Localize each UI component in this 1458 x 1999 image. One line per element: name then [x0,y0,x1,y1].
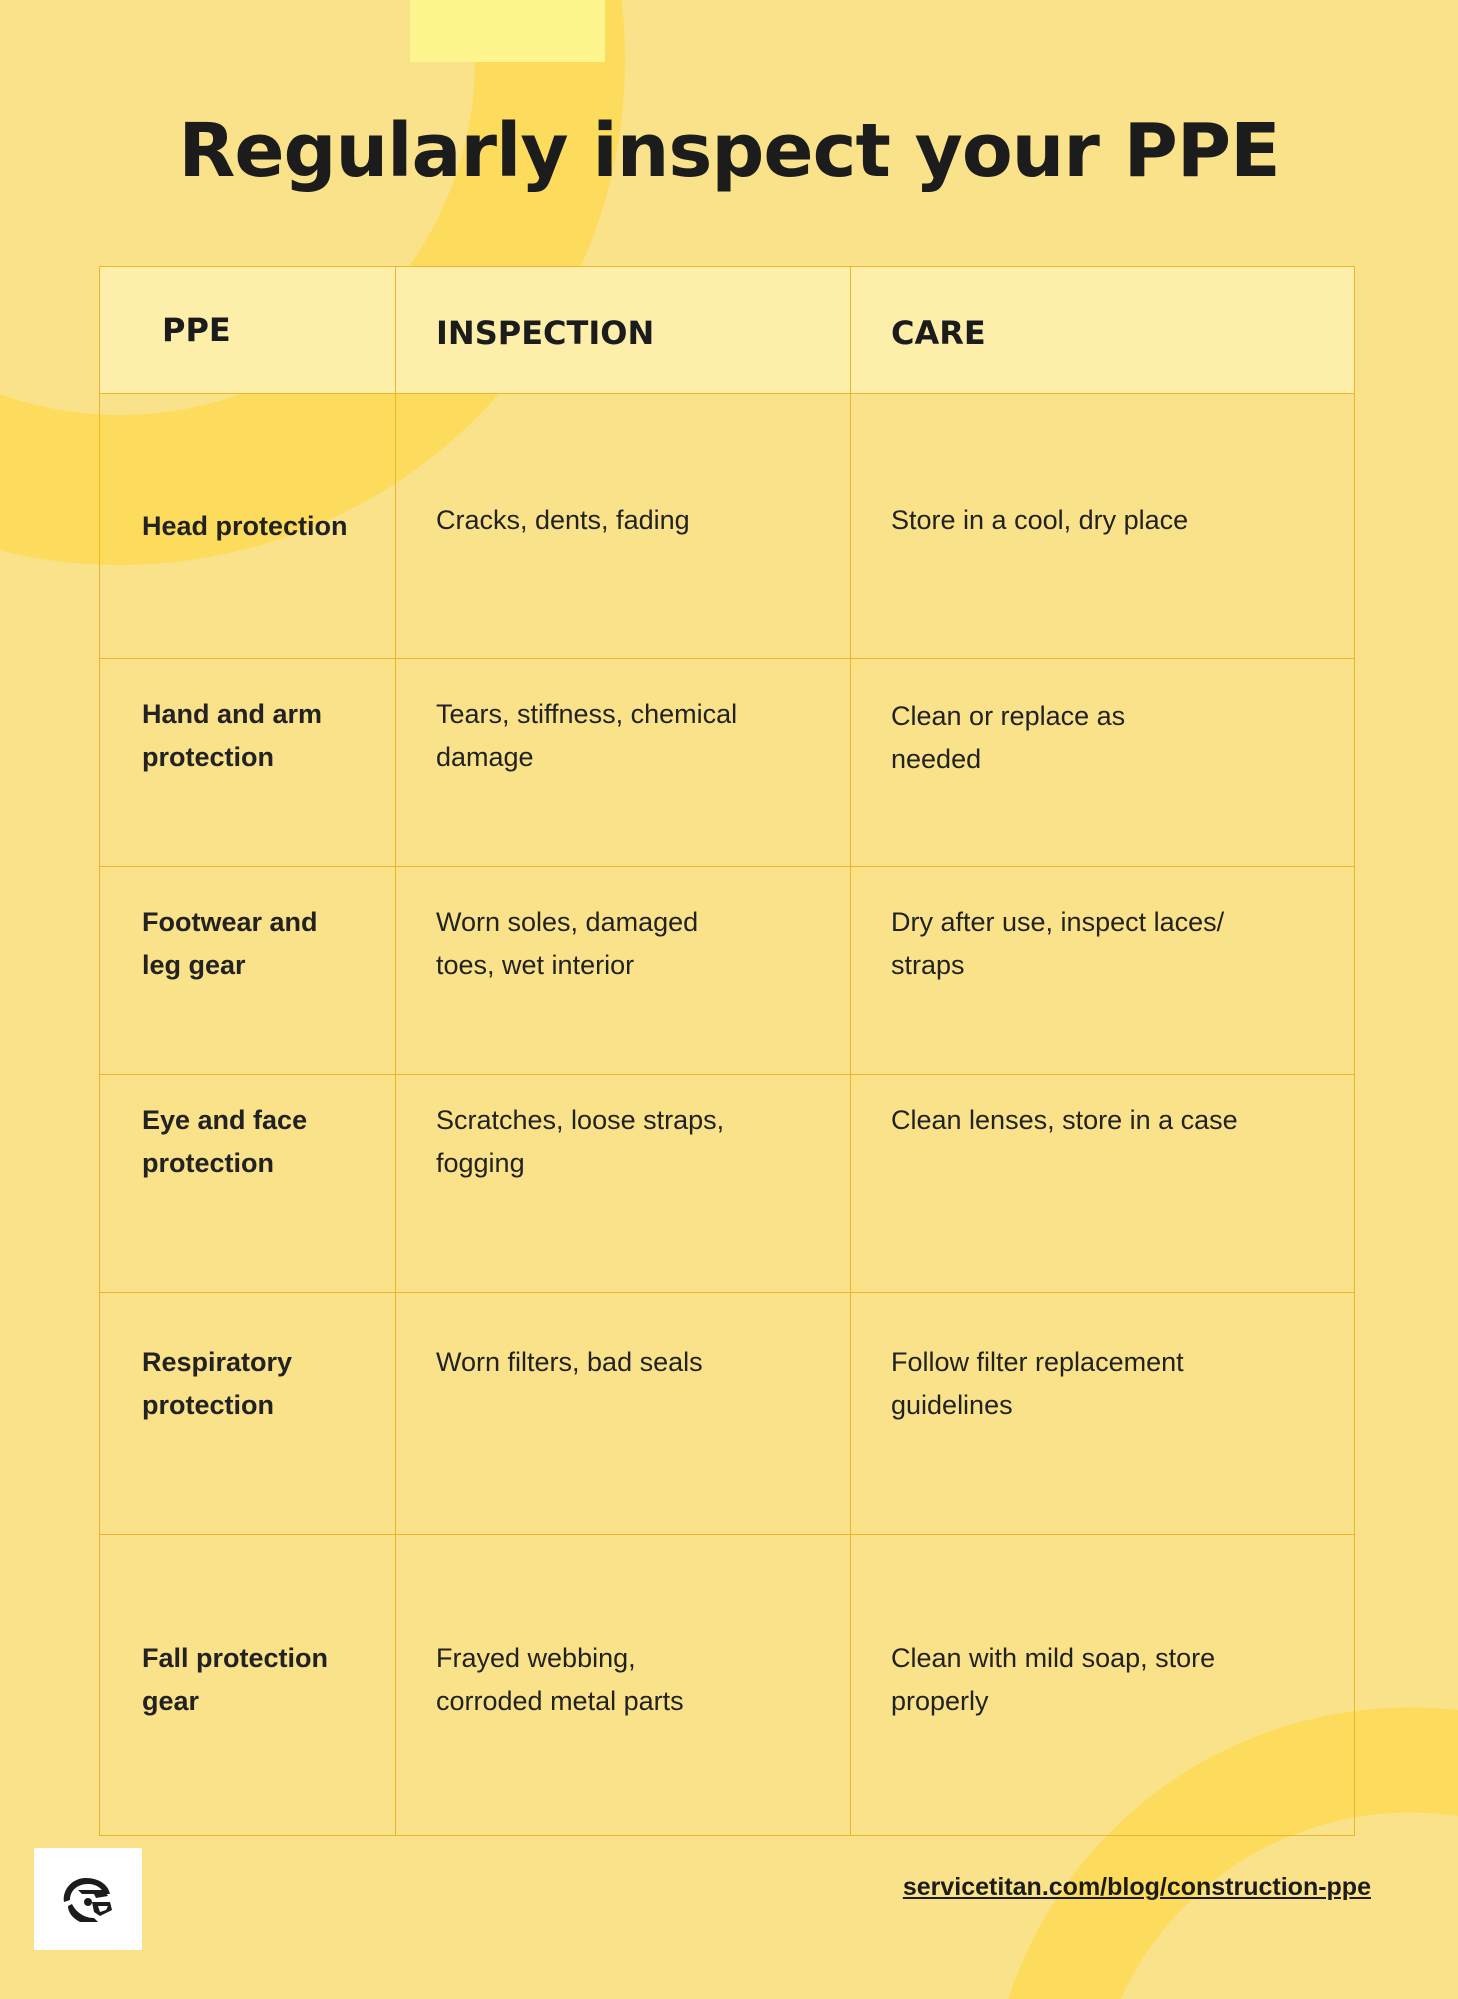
ppe-item-cell [100,1293,396,1535]
inspection-text: Scratches, loose straps, fogging [436,1105,725,1178]
care-cell [851,1293,1355,1535]
inspection-cell [396,659,851,867]
titan-logo-icon [58,1872,118,1926]
column-header-inspection: INSPECTION [396,267,851,394]
care-text: Clean with mild soap, store properly [891,1643,1216,1716]
ppe-item-cell [100,659,396,867]
ppe-table-container [99,266,1354,1836]
table-row [100,1535,1355,1836]
column-header-ppe: PPE [100,267,396,394]
inspection-text: Worn soles, damaged toes, wet interior [436,907,699,980]
table-row [100,394,1355,659]
care-text: Follow filter replacement guidelines [891,1347,1184,1420]
inspection-cell [396,1535,851,1836]
care-text: Clean or replace as needed [891,701,1126,774]
care-cell [851,1075,1355,1293]
inspection-text: Cracks, dents, fading [436,504,690,535]
care-cell [851,394,1355,659]
inspection-cell [396,1075,851,1293]
inspection-text: Worn filters, bad seals [436,1347,703,1377]
page-title: Regularly inspect your PPE [178,108,1280,194]
inspection-cell [396,867,851,1075]
table-row [100,1293,1355,1535]
table-row [100,867,1355,1075]
logo-box [34,1848,142,1950]
ppe-item-label: Fall protection gear [142,1643,329,1716]
ppe-item-label: Hand and arm protection [142,699,323,772]
source-link[interactable]: servicetitan.com/blog/construction-ppe [902,1873,1371,1901]
care-cell [851,1535,1355,1836]
table-header-row [100,267,1355,394]
inspection-cell [396,1293,851,1535]
ppe-item-label: Head protection [142,510,348,541]
care-cell [851,659,1355,867]
inspection-text: Tears, stiffness, chemical damage [436,699,738,772]
top-highlight [410,0,605,62]
inspection-text: Frayed webbing, corroded metal parts [436,1643,684,1716]
table-row [100,659,1355,867]
table-row [100,1075,1355,1293]
ppe-item-cell [100,394,396,659]
ppe-item-cell [100,1075,396,1293]
column-header-care: CARE [851,267,1355,394]
care-text: Store in a cool, dry place [891,504,1189,535]
ppe-item-label: Respiratory protection [142,1347,293,1420]
ppe-item-label: Eye and face protection [142,1105,308,1178]
inspection-cell [396,394,851,659]
ppe-item-label: Footwear and leg gear [142,907,318,980]
ppe-item-cell [100,867,396,1075]
care-text: Clean lenses, store in a case [891,1105,1238,1135]
ppe-inspection-table [99,266,1355,1836]
care-cell [851,867,1355,1075]
care-text: Dry after use, inspect laces/ straps [891,907,1225,980]
ppe-item-cell [100,1535,396,1836]
